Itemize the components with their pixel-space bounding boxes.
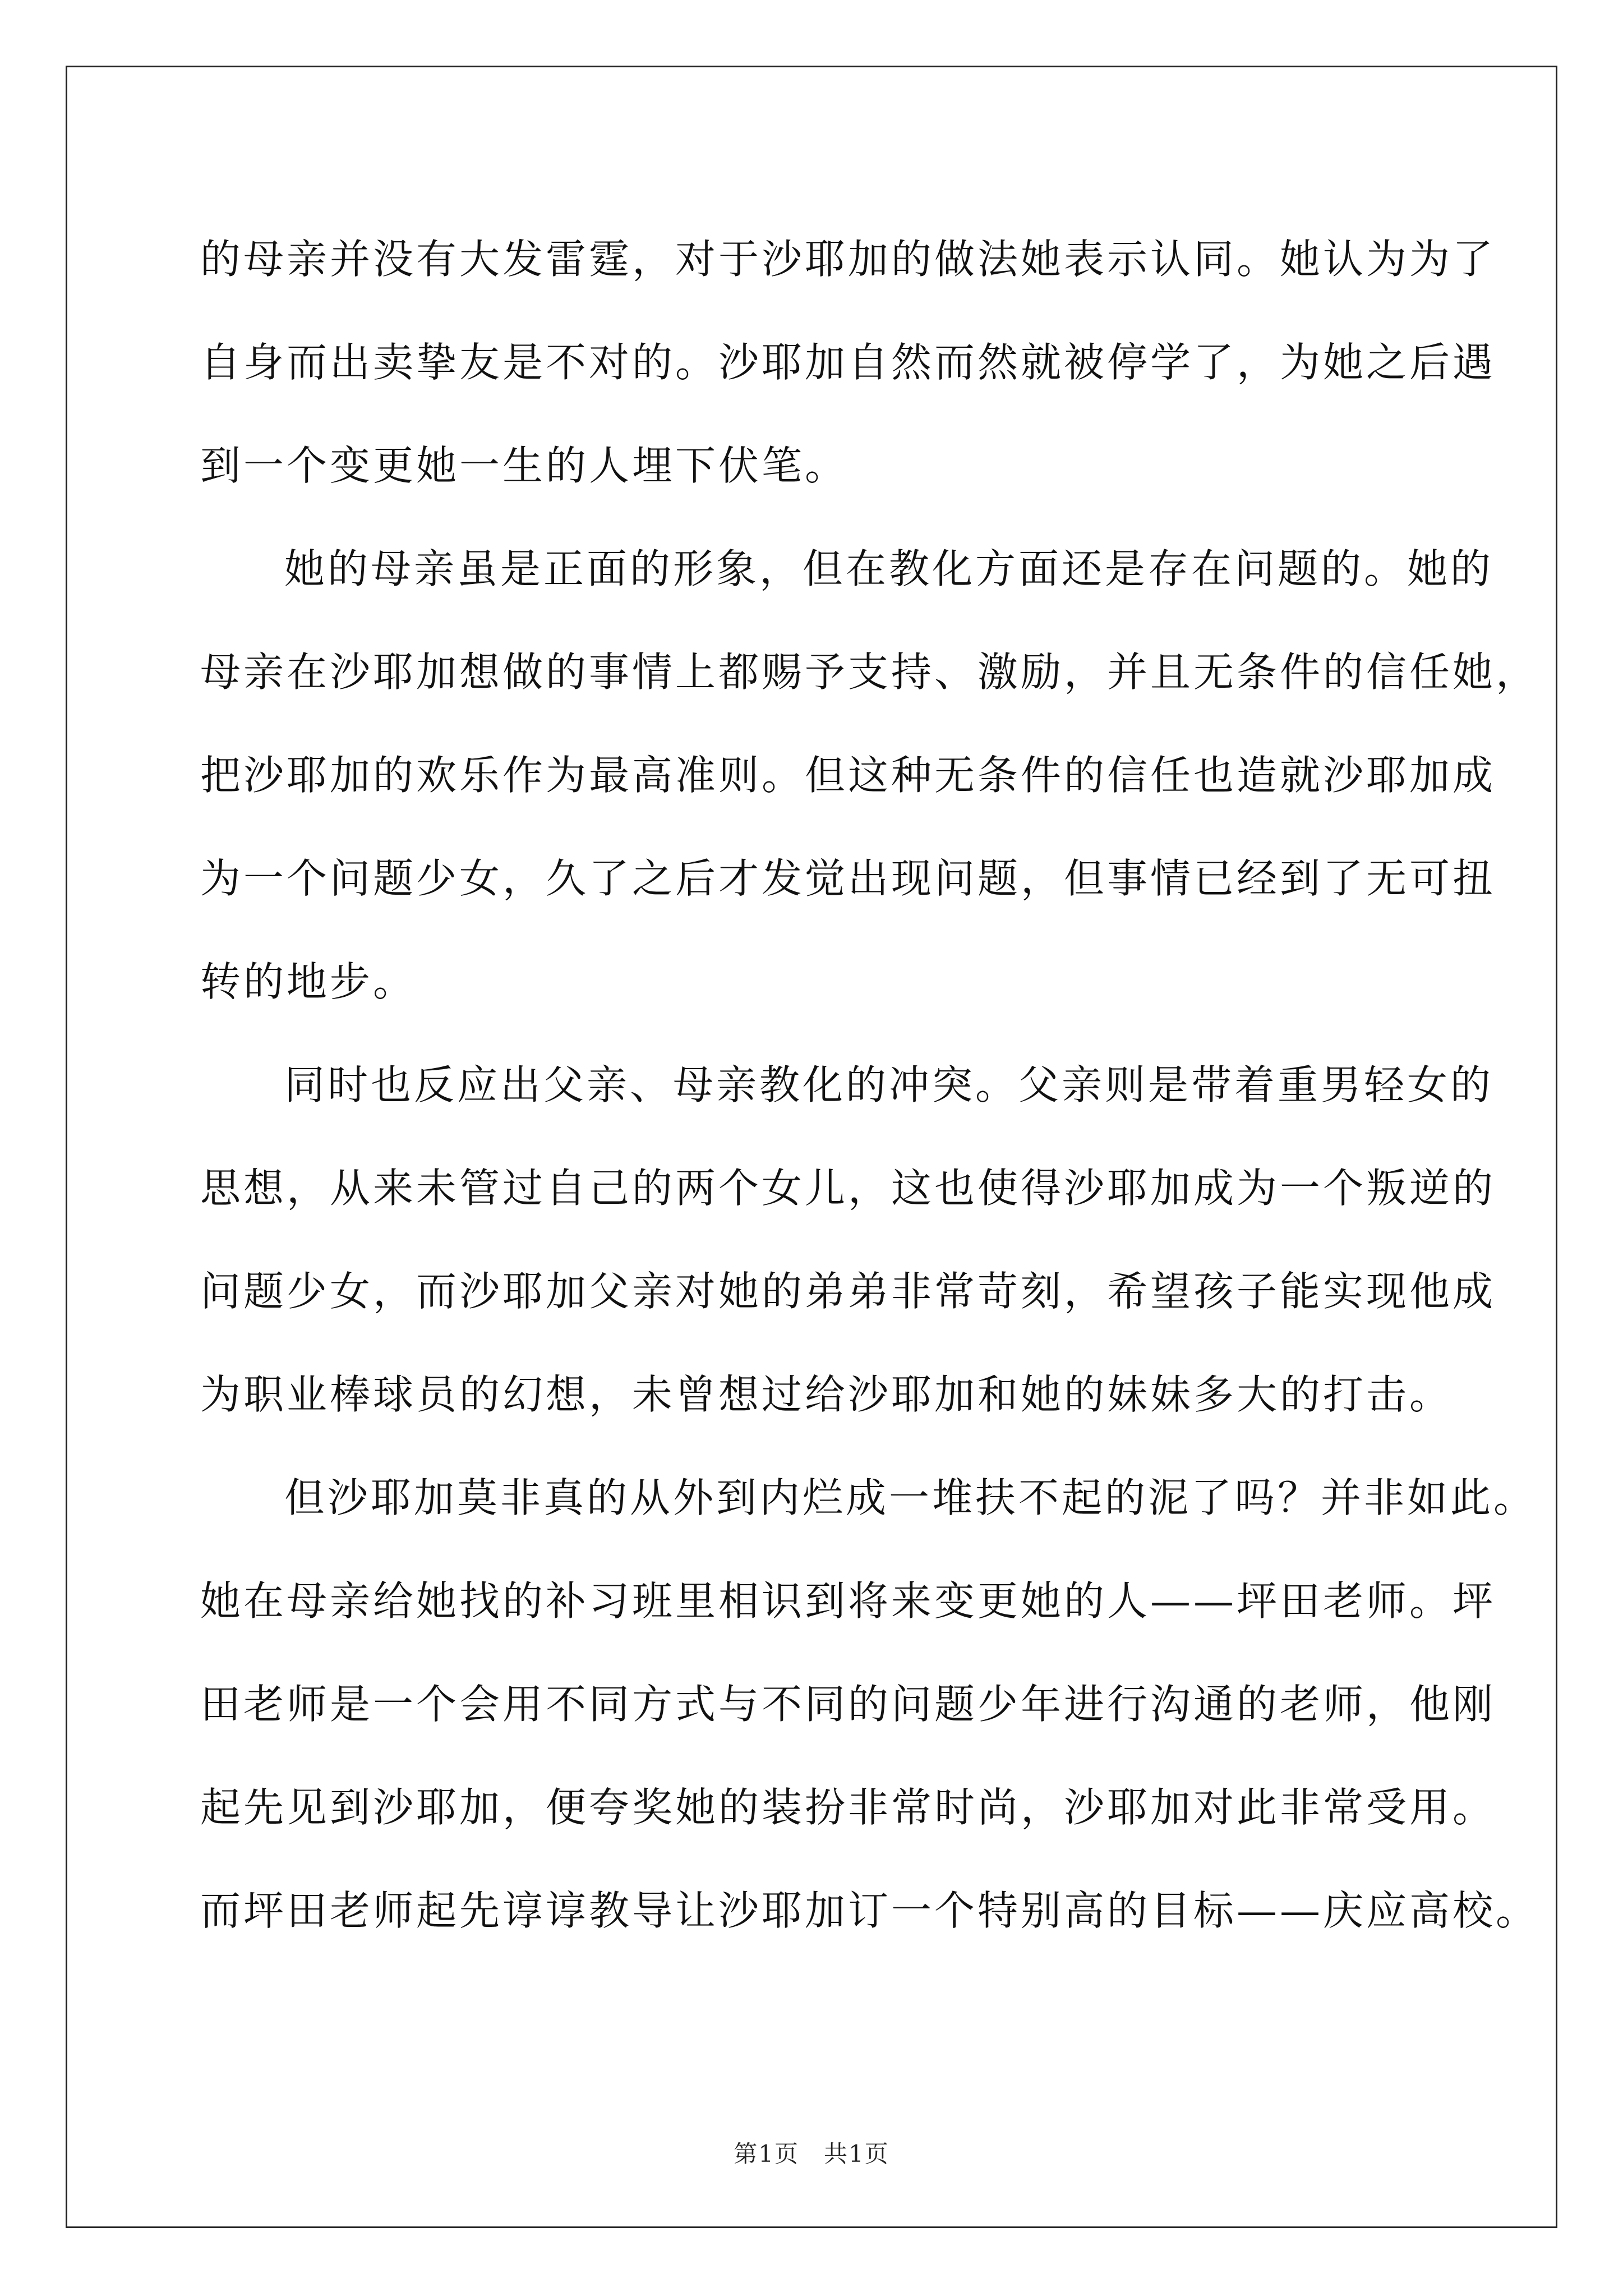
- text-line-5: 母亲在沙耶加想做的事情上都赐予支持、激励，并且无条件的信任她，: [200, 648, 1539, 696]
- text-line-16: 起先见到沙耶加，便夸奖她的装扮非常时尚，沙耶加对此非常受用。: [200, 1784, 1496, 1831]
- text-line-13: 但沙耶加莫非真的从外到内烂成一堆扶不起的泥了吗？并非如此。: [284, 1474, 1537, 1521]
- text-line-17: 而坪田老师起先谆谆教导让沙耶加订一个特别高的目标——庆应高校。: [200, 1887, 1539, 1934]
- text-line-1: 的母亲并没有大发雷霆，对于沙耶加的做法她表示认同。她认为为了: [200, 236, 1496, 283]
- text-line-4: 她的母亲虽是正面的形象，但在教化方面还是存在问题的。她的: [284, 545, 1494, 592]
- text-line-15: 田老师是一个会用不同方式与不同的问题少年进行沟通的老师，他刚: [200, 1681, 1496, 1728]
- text-line-2: 自身而出卖挚友是不对的。沙耶加自然而然就被停学了，为她之后遇: [200, 339, 1496, 386]
- text-line-7: 为一个问题少女，久了之后才发觉出现问题，但事情已经到了无可扭: [200, 855, 1496, 902]
- document-body: [200, 208, 1539, 1962]
- text-line-3: 到一个变更她一生的人埋下伏笔。: [200, 442, 849, 489]
- text-line-14: 她在母亲给她找的补习班里相识到将来变更她的人——坪田老师。坪: [200, 1577, 1496, 1625]
- text-line-6: 把沙耶加的欢乐作为最高准则。但这种无条件的信任也造就沙耶加成: [200, 752, 1496, 799]
- text-line-8: 转的地步。: [200, 958, 417, 1005]
- text-line-11: 问题少女，而沙耶加父亲对她的弟弟非常苛刻，希望孩子能实现他成: [200, 1268, 1496, 1315]
- text-line-10: 思想，从来未管过自己的两个女儿，这也使得沙耶加成为一个叛逆的: [200, 1165, 1496, 1212]
- text-line-9: 同时也反应出父亲、母亲教化的冲突。父亲则是带着重男轻女的: [284, 1061, 1494, 1108]
- text-line-12: 为职业棒球员的幻想，未曾想过给沙耶加和她的妹妹多大的打击。: [200, 1371, 1453, 1418]
- page-number-footer: 第1页 共1页: [734, 2140, 889, 2168]
